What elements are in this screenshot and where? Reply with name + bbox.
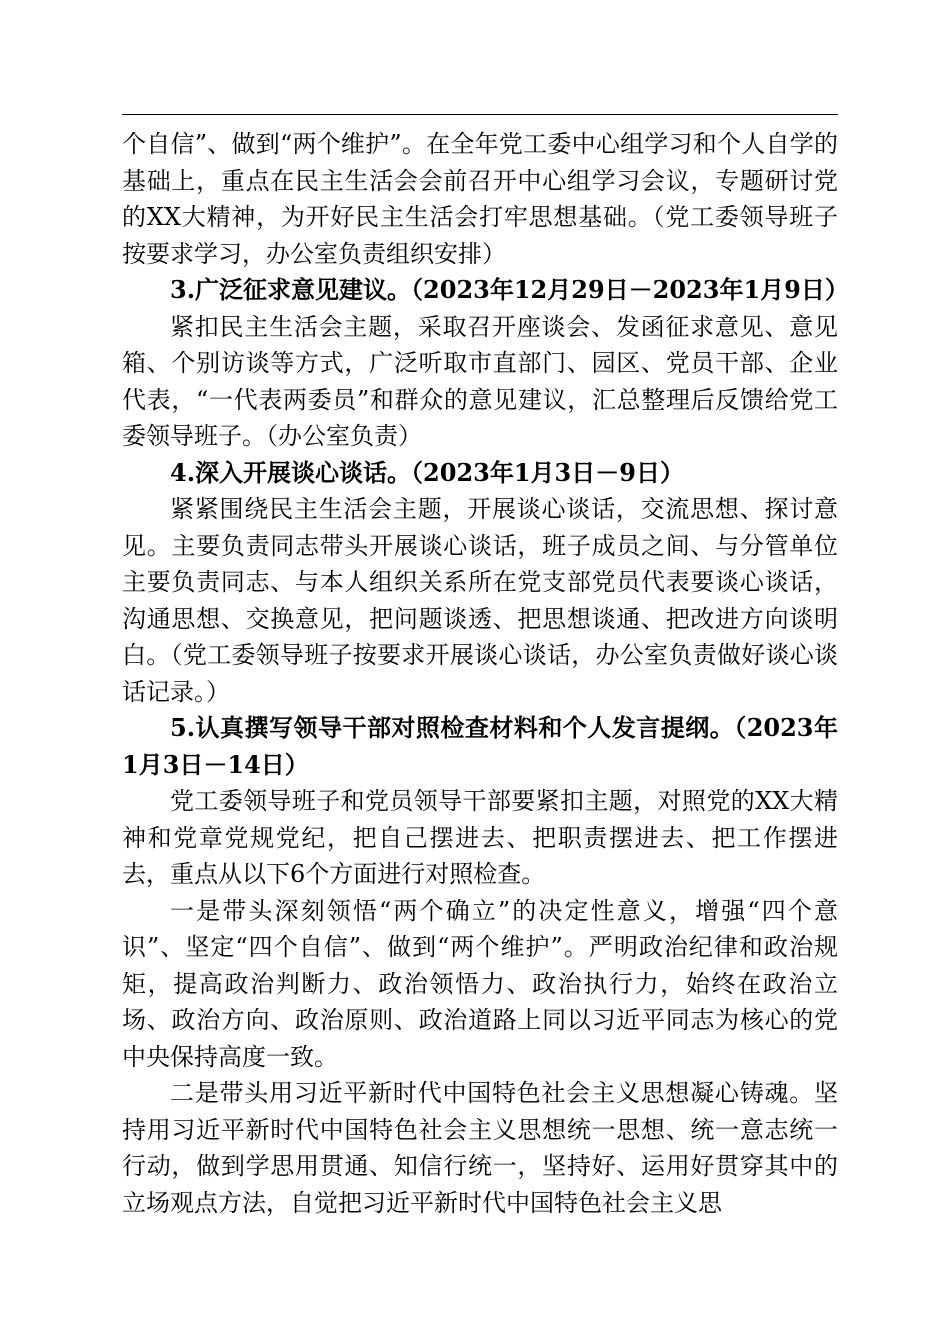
paragraph-point-one: 一是带头深刻领悟“两个确立”的决定性意义，增强“四个意识”、坚定“四个自信”、做到“两个维护”。严明政治纪律和政治规矩，提高政治判断力、政治领悟力、政治执行力，始终在政治立场、政治方向、政治原则、政治道路上同以习近平同志为核心的党中央保持高度一致。 [122,896,838,1071]
section-heading-4: 4.深入开展谈心谈话。（2023年1月3日－9日） [170,457,684,487]
paragraph-self-check: 党工委领导班子和党员领导干部要紧扣主题，对照党的XX大精神和党章党规党纪，把自己摆进去、把职责摆进去、把工作摆进去，重点从以下6个方面进行对照检查。 [122,787,838,888]
paragraph-point-two: 二是带头用习近平新时代中国特色社会主义思想凝心铸魂。坚持用习近平新时代中国特色社会主义思想统一思想、统一意志统一行动，做到学思用贯通、知信行统一，坚持好、运用好贯穿其中的立场观点方法，自觉把习近平新时代中国特色社会主义思 [122,1079,838,1217]
header-rule [122,114,838,115]
section-heading-3: 3.广泛征求意见建议。（2023年12月29日－2023年1月9日） [170,275,849,304]
section-heading-5: 5.认真撰写领导干部对照检查材料和个人发言提纲。（2023年1月3日－14日） [122,713,838,779]
paragraph-solicit-opinions: 紧扣民主生活会主题，采取召开座谈会、发函征求意见、意见箱、个别访谈等方式，广泛听取市直部门、园区、党员干部、企业代表，“一代表两委员”和群众的意见建议，汇总整理后反馈给党工委领导班子。（办公室负责） [122,312,838,450]
paragraph-heart-talks: 紧紧围绕民主生活会主题，开展谈心谈话，交流思想、探讨意见。主要负责同志带头开展谈心谈话，班子成员之间、与分管单位主要负责同志、与本人组织关系所在党支部党员代表要谈心谈话，沟通思想、交换意见，把问题谈透、把思想谈通、把改进方向谈明白。（党工委领导班子按要求开展谈心谈话，办公室负责做好谈心谈话记录。） [122,495,838,706]
paragraph-continued: 个自信”、做到“两个维护”。在全年党工委中心组学习和个人自学的基础上，重点在民主生活会会前召开中心组学习会议，专题研讨党的XX大精神，为开好民主生活会打牢思想基础。（党工委领导班子按要求学习，办公室负责组织安排） [122,130,838,268]
document-body [122,126,849,1221]
